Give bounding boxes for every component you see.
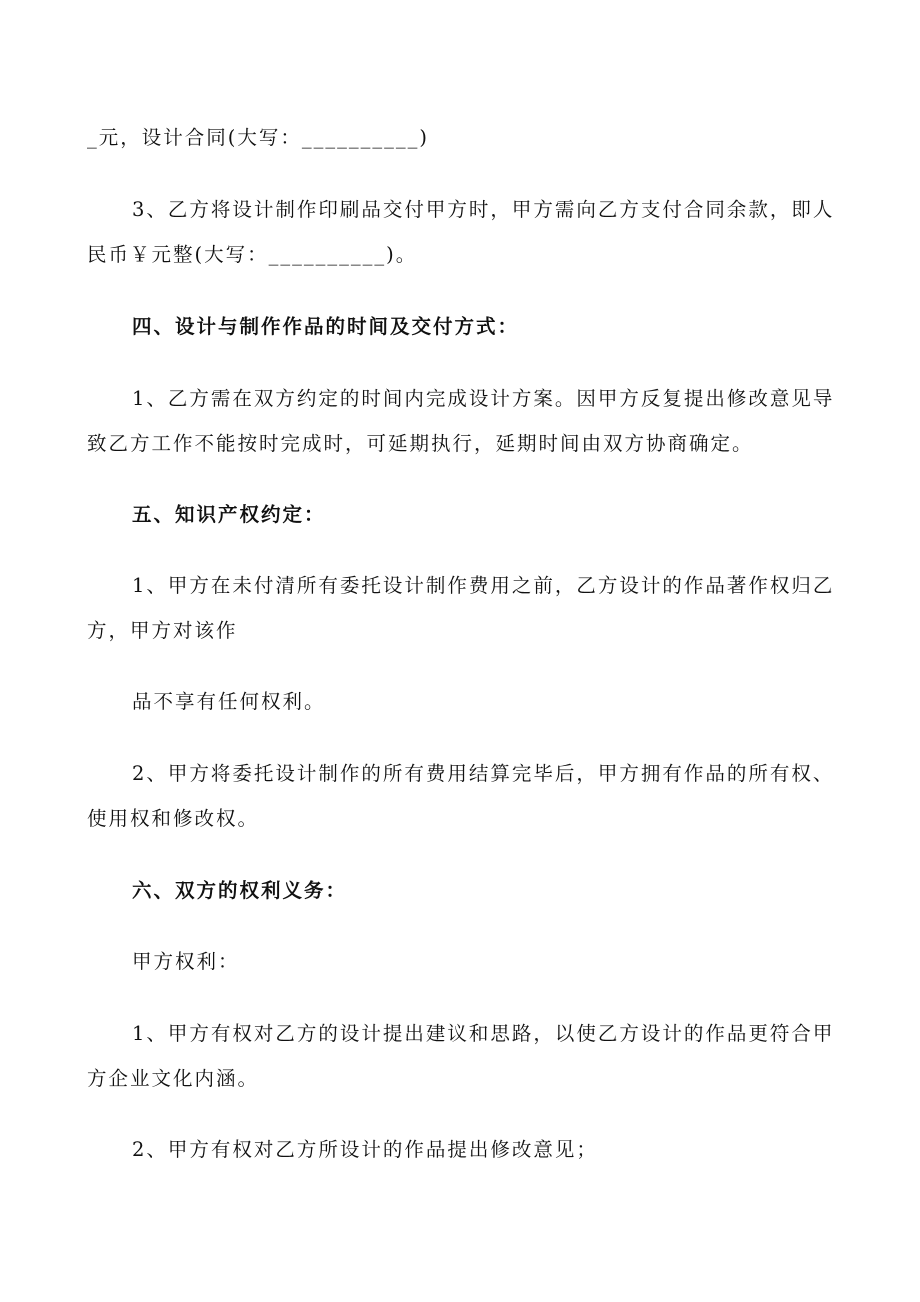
section-6-heading: 六、双方的权利义务： [132,879,348,902]
section-4-heading: 四、设计与制作作品的时间及交付方式： [132,315,520,338]
section-5-clause-1-line-2: 方，甲方对该作 [87,619,238,642]
clause-3-line-1: 3、乙方将设计制作印刷品交付甲方时，甲方需向乙方支付合同余款，即人 [132,198,835,221]
section-5-clause-2-line-1: 2、甲方将委托设计制作的所有费用结算完毕后，甲方拥有作品的所有权、 [132,762,835,785]
party-a-rights-label: 甲方权利： [132,950,240,973]
clause-3-line-2: 民币￥元整(大写：__________)。 [87,243,418,266]
section-5-heading: 五、知识产权约定： [132,503,326,526]
contract-amount-line: _元，设计合同(大写：__________) [87,126,429,149]
section-4-clause-1-line-1: 1、乙方需在双方约定的时间内完成设计方案。因甲方反复提出修改意见导 [132,387,835,410]
section-4-clause-1-line-2: 致乙方工作不能按时完成时，可延期执行，延期时间由双方协商确定。 [87,432,754,455]
party-a-right-1-line-2: 方企业文化内涵。 [87,1067,260,1090]
section-5-clause-1-line-3: 品不享有任何权利。 [132,690,326,713]
section-5-clause-1-line-1: 1、甲方在未付清所有委托设计制作费用之前，乙方设计的作品著作权归乙 [132,574,835,597]
party-a-right-2-line-1: 2、甲方有权对乙方所设计的作品提出修改意见； [132,1138,598,1161]
section-5-clause-2-line-2: 使用权和修改权。 [87,807,260,830]
party-a-right-1-line-1: 1、甲方有权对乙方的设计提出建议和思路，以使乙方设计的作品更符合甲 [132,1022,835,1045]
